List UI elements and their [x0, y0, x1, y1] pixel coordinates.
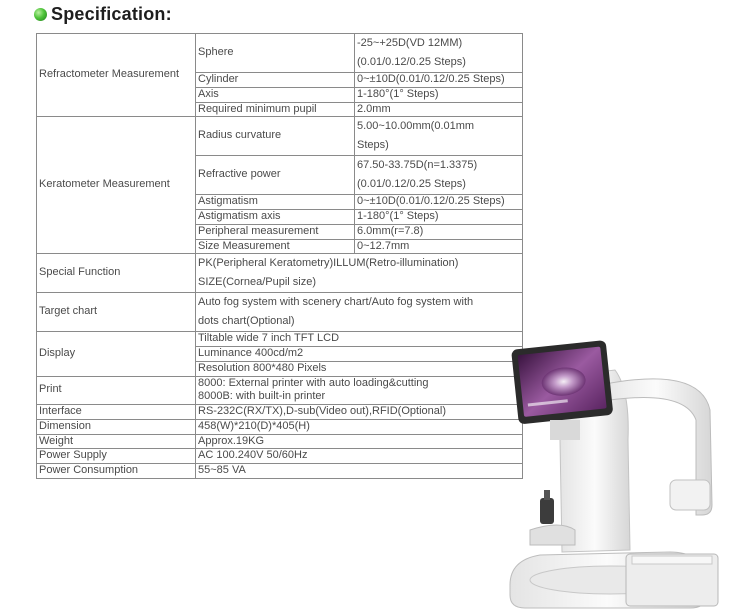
item-cell: Required minimum pupil — [196, 102, 355, 117]
category-cell: Power Consumption — [37, 464, 196, 479]
spec-table — [36, 33, 523, 479]
spec-heading — [34, 2, 172, 26]
item-cell: Radius curvature — [196, 117, 355, 156]
table-row — [37, 254, 523, 293]
value-line: 8000: External printer with auto loading&cutting — [198, 376, 429, 389]
value-cell: 1-180°(1° Steps) — [355, 210, 523, 225]
value-cell: 0~±10D(0.01/0.12/0.25 Steps) — [355, 73, 523, 88]
value-cell: 2.0mm — [355, 102, 523, 117]
table-row — [37, 449, 523, 464]
item-cell: Astigmatism axis — [196, 210, 355, 225]
category-cell: Print — [37, 376, 196, 405]
category-cell: Refractometer Measurement — [37, 34, 196, 117]
item-cell: Axis — [196, 87, 355, 102]
category-cell: Weight — [37, 434, 196, 449]
item-cell: Cylinder — [196, 73, 355, 88]
item-cell: Refractive power — [196, 156, 355, 195]
value-line: Steps) — [357, 139, 389, 152]
value-cell — [196, 376, 523, 405]
table-row — [37, 293, 523, 332]
category-cell: Display — [37, 332, 196, 376]
value-line: dots chart(Optional) — [198, 315, 295, 328]
category-cell: Keratometer Measurement — [37, 117, 196, 254]
value-cell: RS-232C(RX/TX),D-sub(Video out),RFID(Optional) — [196, 405, 523, 420]
table-row — [37, 34, 523, 73]
value-cell — [196, 254, 523, 293]
value-line: 8000B: with built-in printer — [198, 390, 326, 403]
item-cell: Sphere — [196, 34, 355, 73]
value-cell: 0~±10D(0.01/0.12/0.25 Steps) — [355, 195, 523, 210]
value-line: PK(Peripheral Keratometry)ILLUM(Retro-illumination) — [198, 257, 459, 270]
value-cell: Approx.19KG — [196, 434, 523, 449]
value-cell — [355, 34, 523, 73]
category-cell: Interface — [37, 405, 196, 420]
value-cell: AC 100.240V 50/60Hz — [196, 449, 523, 464]
value-line: (0.01/0.12/0.25 Steps) — [357, 56, 466, 68]
value-cell: 55~85 VA — [196, 464, 523, 479]
value-cell: 1-180°(1° Steps) — [355, 87, 523, 102]
value-cell: Luminance 400cd/m2 — [196, 347, 523, 362]
category-cell: Target chart — [37, 293, 196, 332]
category-cell: Size Measurement — [196, 239, 355, 254]
table-row — [37, 117, 523, 156]
value-line: 67.50-33.75D(n=1.3375) — [357, 159, 478, 172]
value-cell: Resolution 800*480 Pixels — [196, 361, 523, 376]
table-row — [37, 419, 523, 434]
table-row — [37, 464, 523, 479]
value-line: 5.00~10.00mm(0.01mm — [357, 120, 475, 133]
table-row — [37, 434, 523, 449]
category-cell: Special Function — [37, 254, 196, 293]
value-cell — [355, 156, 523, 195]
value-cell — [355, 117, 523, 156]
table-row — [37, 405, 523, 420]
category-cell: Dimension — [37, 419, 196, 434]
value-cell: 6.0mm(r=7.8) — [355, 224, 523, 239]
page-title: Specification: — [51, 3, 172, 24]
value-cell: 458(W)*210(D)*405(H) — [196, 419, 523, 434]
item-cell: Peripheral measurement — [196, 224, 355, 239]
category-cell: Power Supply — [37, 449, 196, 464]
value-line: SIZE(Cornea/Pupil size) — [198, 276, 316, 289]
refractometer-device-image — [500, 330, 732, 610]
value-line: Auto fog system with scenery chart/Auto fog system with — [198, 296, 474, 309]
value-cell — [196, 293, 523, 332]
green-bullet-icon — [34, 8, 47, 21]
value-cell: 0~12.7mm — [355, 239, 523, 254]
item-cell: Astigmatism — [196, 195, 355, 210]
value-line: (0.01/0.12/0.25 Steps) — [357, 178, 466, 191]
value-cell: Tiltable wide 7 inch TFT LCD — [196, 332, 523, 347]
table-row — [37, 376, 523, 405]
table-row — [37, 332, 523, 347]
value-line: -25~+25D(VD 12MM) — [357, 37, 463, 49]
